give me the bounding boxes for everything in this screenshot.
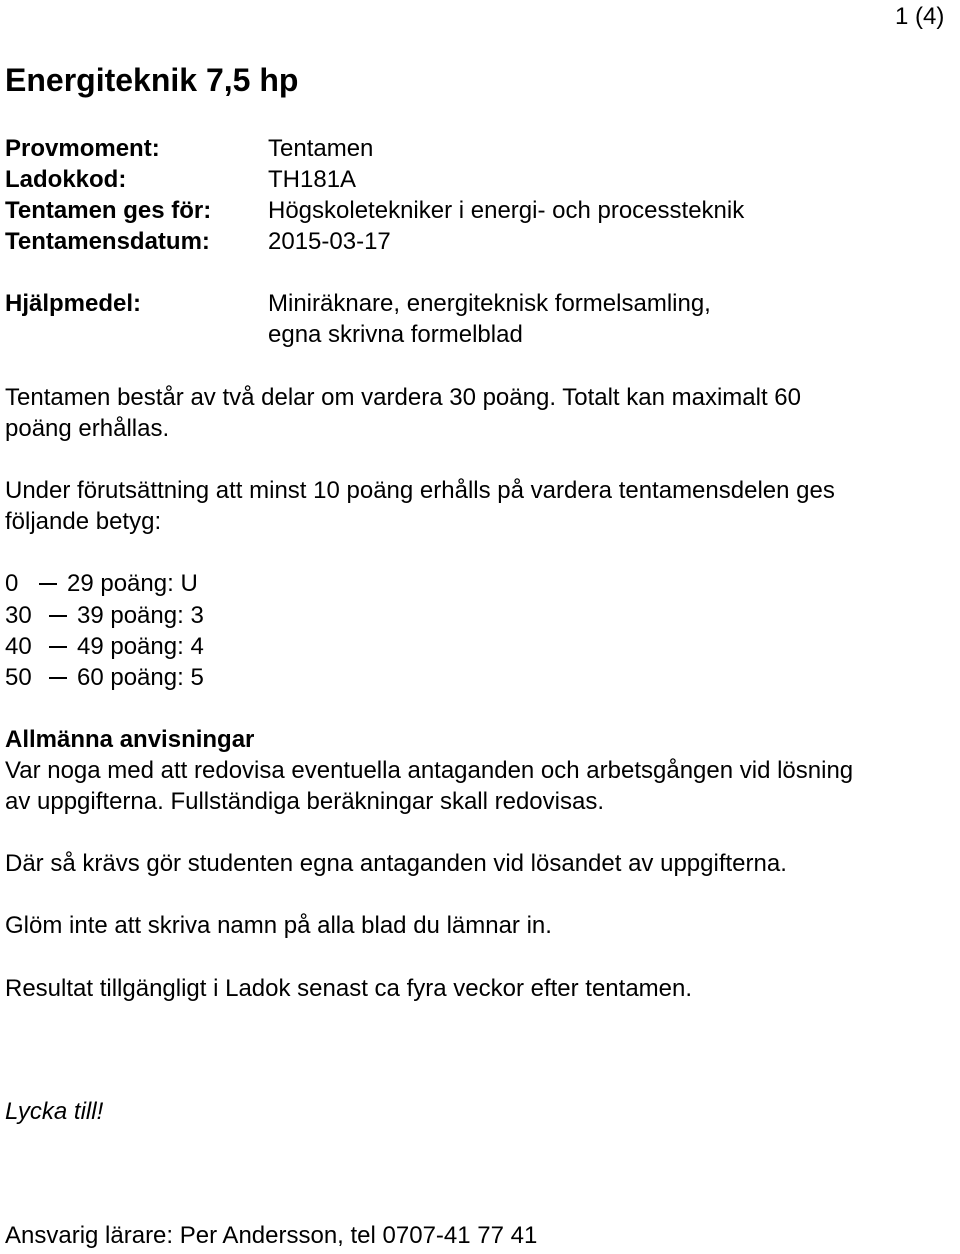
general-line-5: Resultat tillgängligt i Ladok senast ca fyra veckor efter tentamen. <box>5 975 693 1002</box>
info-value-ladokkod: TH181A <box>268 166 357 193</box>
grade-from: 50 <box>5 664 32 691</box>
dash-icon <box>49 615 67 617</box>
condition-line-1: Under förutsättning att minst 10 poäng erhålls på vardera tentamensdelen ges <box>5 477 835 504</box>
general-heading: Allmänna anvisningar <box>5 726 255 753</box>
info-value-ges-for: Högskoletekniker i energi- och processteknik <box>268 197 745 224</box>
page-title: Energiteknik 7,5 hp <box>5 62 299 98</box>
dash-icon <box>49 646 67 648</box>
info-label-ladokkod: Ladokkod: <box>5 166 127 193</box>
dash-icon <box>39 583 57 585</box>
info-label-datum: Tentamensdatum: <box>5 228 210 255</box>
aids-line-2: egna skrivna formelblad <box>268 321 523 348</box>
dash-icon <box>49 677 67 679</box>
teacher-contact: Ansvarig lärare: Per Andersson, tel 0707-41 77 41 <box>5 1222 538 1249</box>
general-line-2: av uppgifterna. Fullständiga beräkningar skall redovisas. <box>5 788 605 815</box>
grade-from: 0 <box>5 570 19 597</box>
info-value-provmoment: Tentamen <box>268 135 374 162</box>
grade-row <box>5 666 204 690</box>
grade-to: 49 poäng: 4 <box>77 633 204 660</box>
aids-label: Hjälpmedel: <box>5 290 142 317</box>
info-value-datum: 2015-03-17 <box>268 228 391 255</box>
intro-line-1: Tentamen består av två delar om vardera 30 poäng. Totalt kan maximalt 60 <box>5 384 801 411</box>
page-number: 1 (4) <box>895 3 945 30</box>
grade-from: 30 <box>5 602 32 629</box>
grade-row <box>5 604 204 628</box>
grade-from: 40 <box>5 633 32 660</box>
grade-to: 39 poäng: 3 <box>77 602 204 629</box>
closing-text: Lycka till! <box>5 1098 104 1125</box>
grade-to: 29 poäng: U <box>67 570 198 597</box>
info-label-provmoment: Provmoment: <box>5 135 160 162</box>
grade-row <box>5 635 204 659</box>
condition-line-2: följande betyg: <box>5 508 162 535</box>
intro-line-2: poäng erhållas. <box>5 415 170 442</box>
general-line-3: Där så krävs gör studenten egna antaganden vid lösandet av uppgifterna. <box>5 850 787 877</box>
grade-to: 60 poäng: 5 <box>77 664 204 691</box>
general-line-4: Glöm inte att skriva namn på alla blad du lämnar in. <box>5 912 552 939</box>
general-line-1: Var noga med att redovisa eventuella antaganden och arbetsgången vid lösning <box>5 757 854 784</box>
info-label-ges-for: Tentamen ges för: <box>5 197 212 224</box>
grade-row <box>5 572 198 596</box>
aids-line-1: Miniräknare, energiteknisk formelsamling, <box>268 290 711 317</box>
